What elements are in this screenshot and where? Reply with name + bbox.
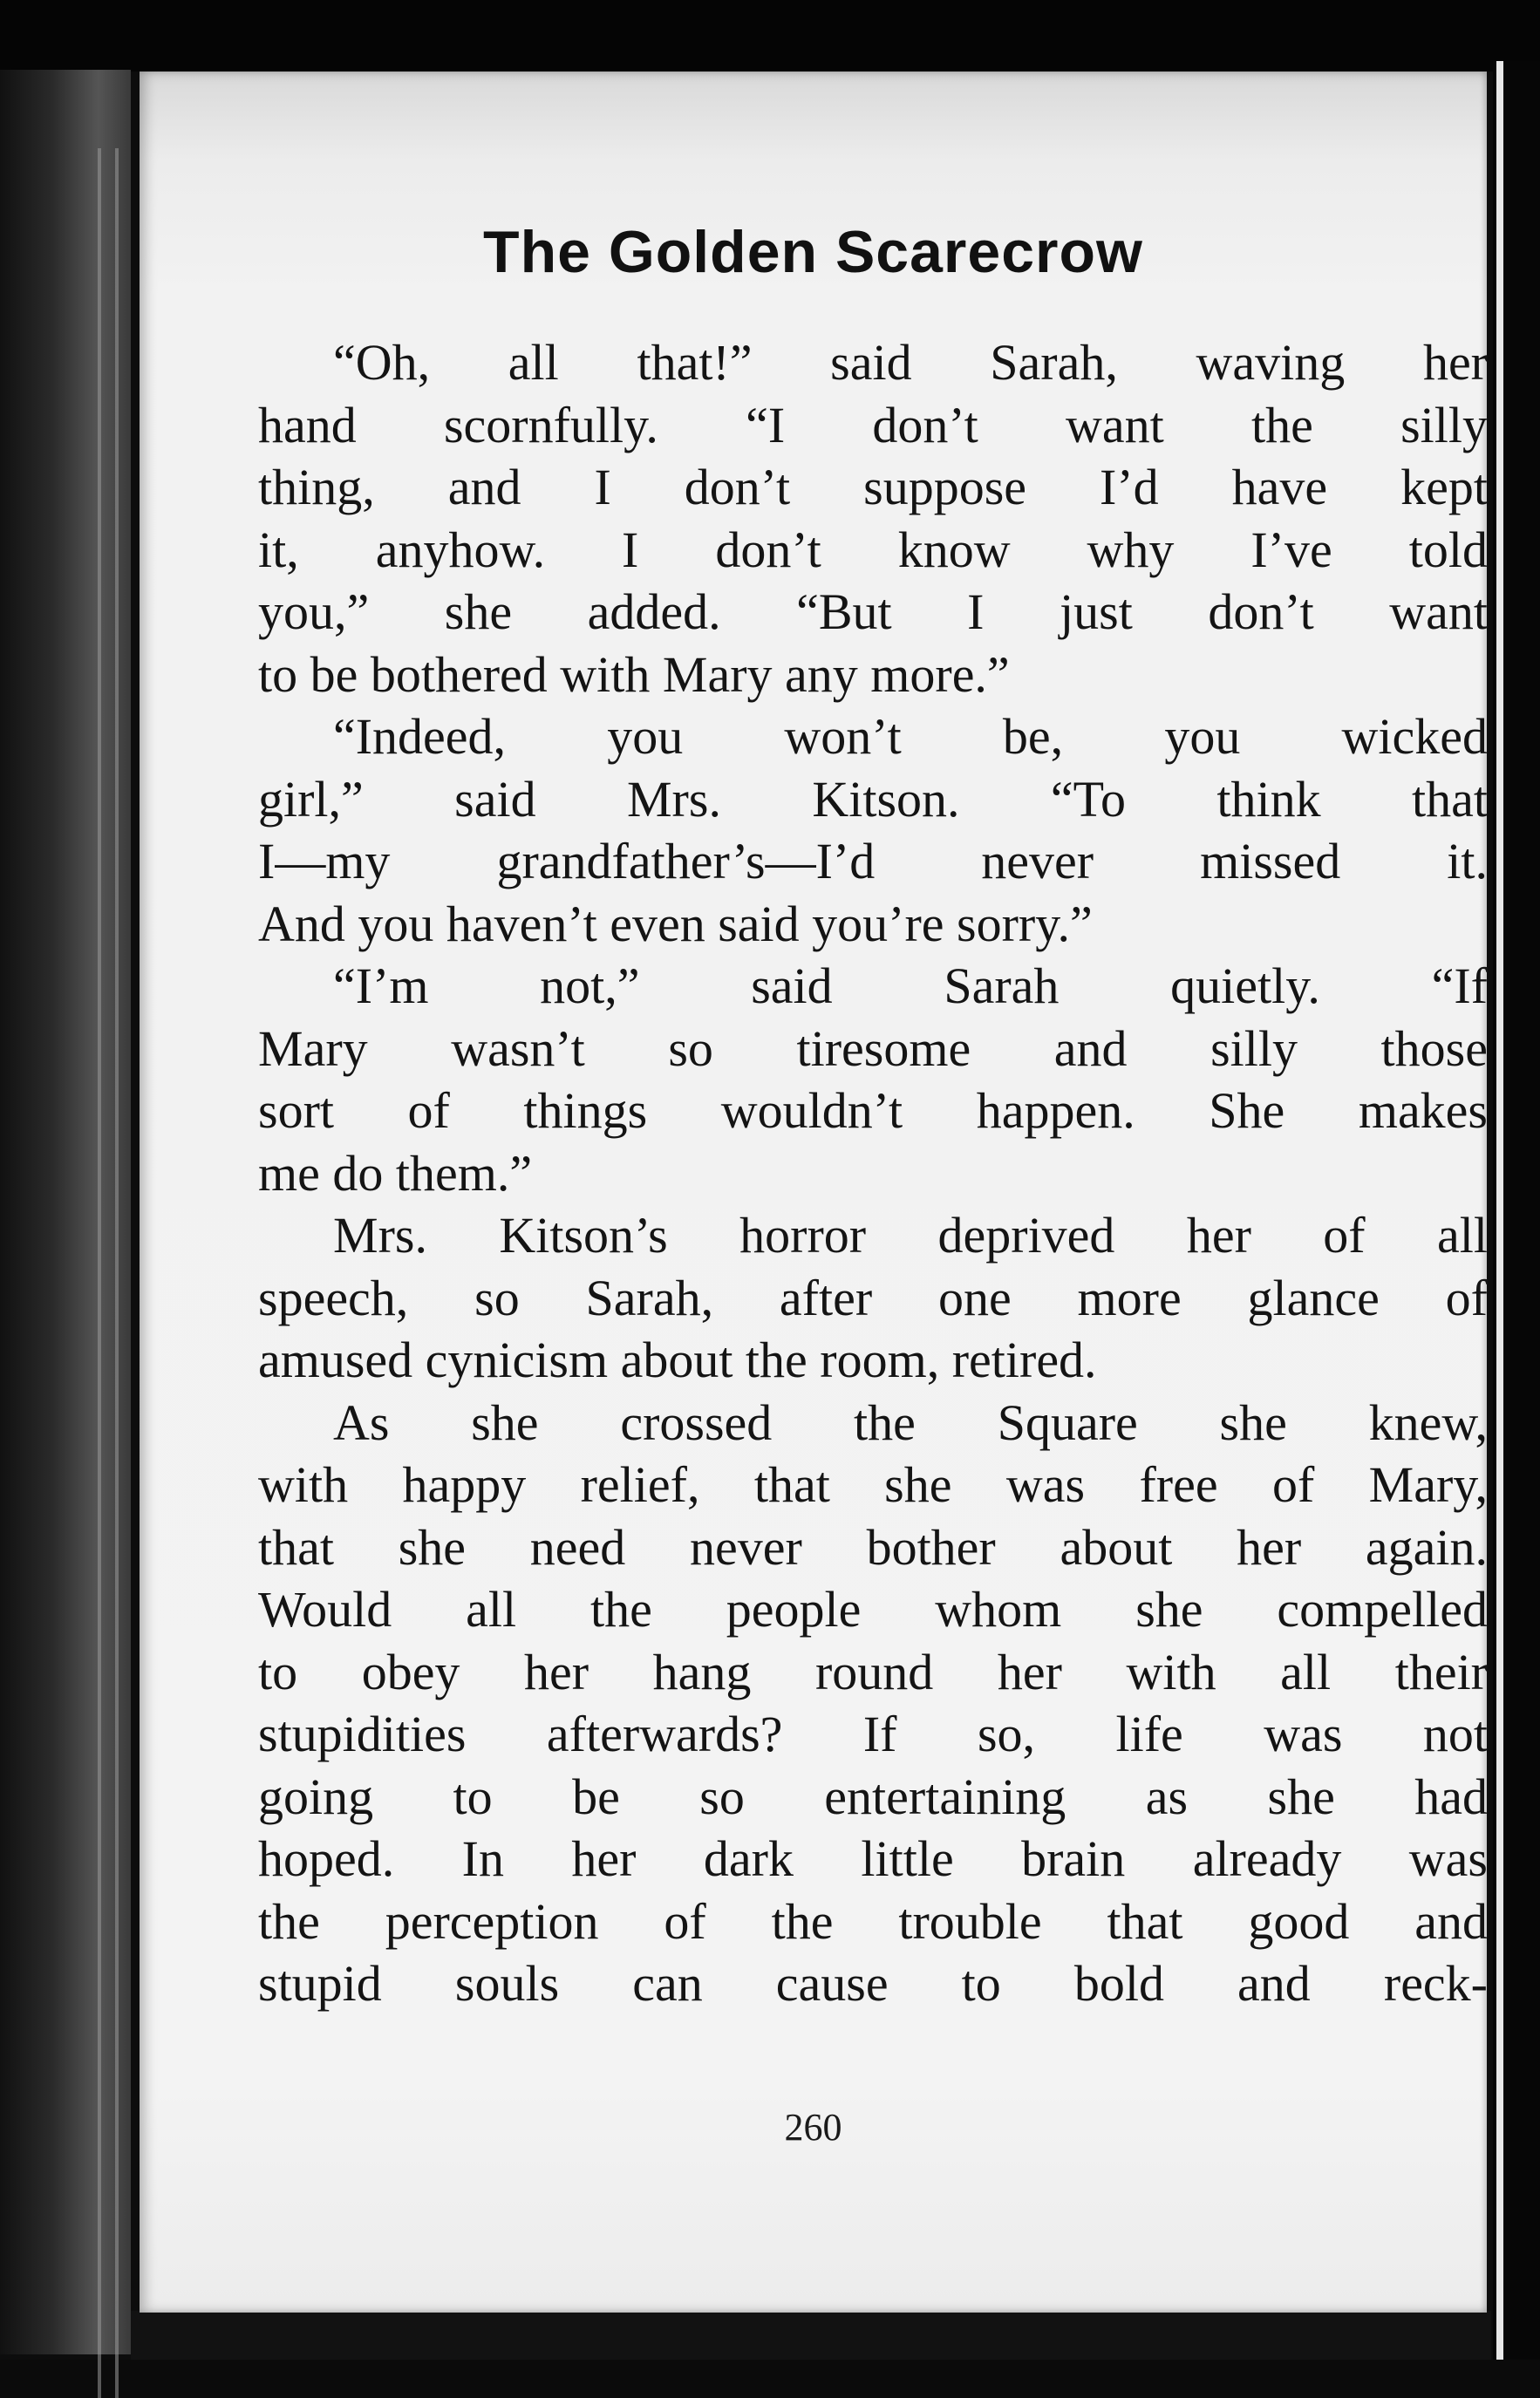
text-line: going to be so entertaining as she had (258, 1768, 1488, 1825)
text-line: I—my grandfather’s—I’d never missed it. (258, 833, 1488, 889)
body-text (258, 331, 1488, 2015)
text-line: “Indeed, you won’t be, you wicked (333, 708, 1488, 765)
scan-bottom-band (131, 2311, 1491, 2360)
running-head: The Golden Scarecrow (483, 219, 1143, 285)
text-line: girl,” said Mrs. Kitson. “To think that (258, 770, 1488, 828)
text-line: with happy relief, that she was free of Mary, (258, 1456, 1488, 1513)
text-line: “Oh, all that!” said Sarah, waving her (333, 334, 1488, 391)
text-line: Mary wasn’t so tiresome and silly those (258, 1019, 1488, 1077)
text-line: hoped. In her dark little brain already was (258, 1830, 1488, 1887)
text-line: the perception of the trouble that good and (258, 1892, 1488, 1950)
text-line: stupidities afterwards? If so, life was not (258, 1706, 1488, 1762)
text-line: hand scornfully. “I don’t want the silly (258, 396, 1488, 453)
text-line: “I’m not,” said Sarah quietly. “If (333, 957, 1488, 1014)
text-line: me do them.” (258, 1144, 533, 1202)
text-line: you,” she added. “But I just don’t want (258, 583, 1488, 640)
text-line: And you haven’t even said you’re sorry.” (258, 895, 1093, 952)
book-gutter (0, 70, 131, 2354)
gutter-rule (115, 148, 119, 2398)
next-page-edge (1496, 61, 1503, 2360)
text-line: Mrs. Kitson’s horror deprived her of all (333, 1207, 1488, 1264)
page-number: 260 (784, 2106, 842, 2149)
text-line: sort of things wouldn’t happen. She makes (258, 1082, 1488, 1139)
text-line: it, anyhow. I don’t know why I’ve told (258, 521, 1488, 578)
gutter-rule (98, 148, 101, 2398)
text-line: stupid souls can cause to bold and reck- (258, 1955, 1488, 2012)
text-line: to obey her hang round her with all their (258, 1643, 1488, 1700)
text-line: As she crossed the Square she knew, (333, 1393, 1488, 1451)
text-line: speech, so Sarah, after one more glance of (258, 1269, 1488, 1326)
text-line: thing, and I don’t suppose I’d have kept (258, 459, 1488, 515)
text-line: Would all the people whom she compelled (258, 1581, 1488, 1638)
text-line: to be bothered with Mary any more.” (258, 645, 1010, 703)
book-page (140, 72, 1487, 2313)
text-line: amused cynicism about the room, retired. (258, 1332, 1097, 1388)
text-line: that she need never bother about her again. (258, 1518, 1488, 1576)
scan-top-band (0, 0, 1540, 72)
